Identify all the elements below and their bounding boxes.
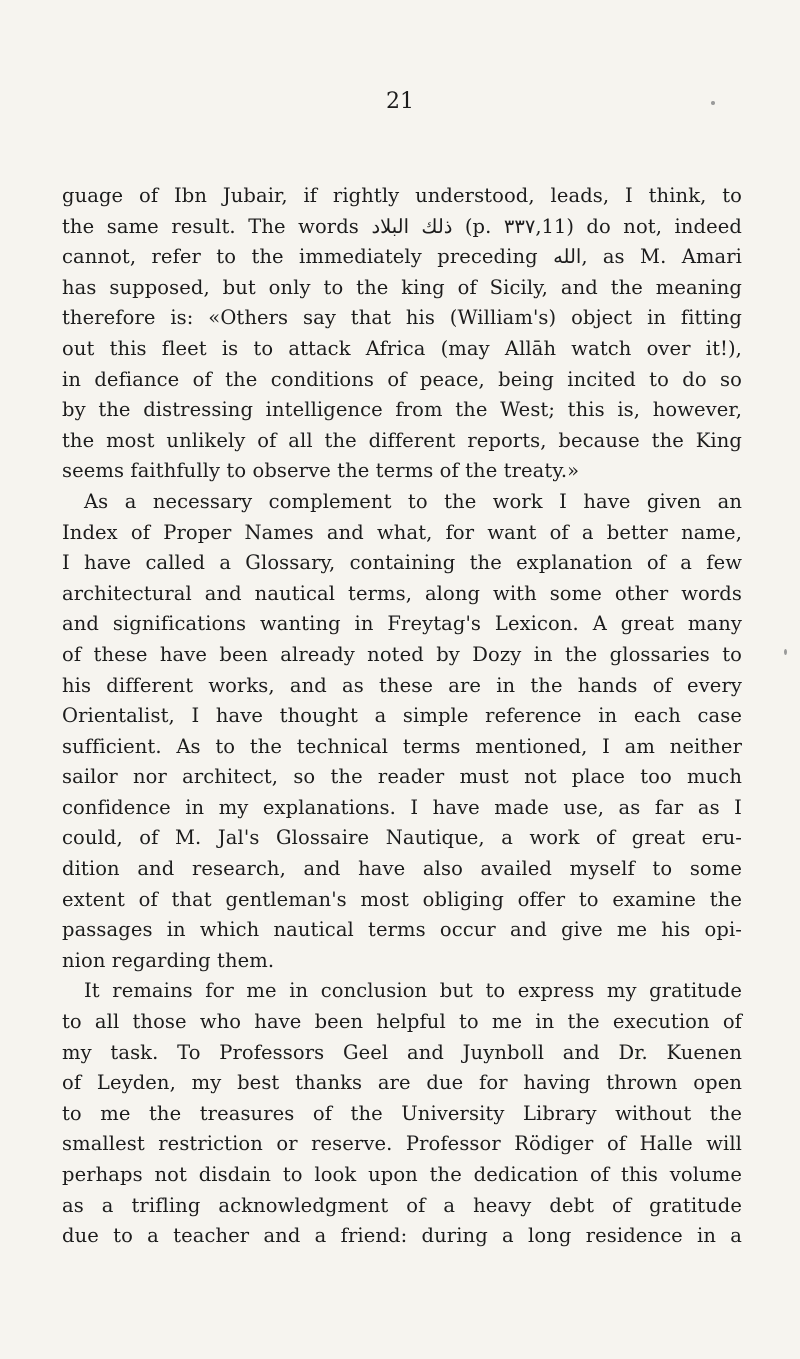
print-speck	[711, 101, 715, 105]
text-line: Index of Proper Names and what, for want of a better name,	[62, 520, 742, 544]
text-line: dition and research, and have also availed myself to some	[62, 857, 742, 881]
text-line: the most unlikely of all the different reports, because the King	[62, 428, 742, 452]
text-line: my task. To Professors Geel and Juynboll and Dr. Kuenen	[62, 1040, 742, 1064]
body-text	[62, 181, 742, 1252]
text-line: cannot, refer to the immediately preceding الله, as M. Amari	[62, 245, 743, 269]
text-line: due to a teacher and a friend: during a long residence in a	[62, 1224, 742, 1248]
text-line: sufficient. As to the technical terms mentioned, I am neither	[62, 734, 742, 758]
print-speck	[784, 649, 787, 655]
text-line: as a trifling acknowledgment of a heavy debt of gratitude	[62, 1193, 742, 1217]
text-line: confidence in my explanations. I have made use, as far as I	[62, 795, 742, 819]
text-line: passages in which nautical terms occur and give me his opi-	[62, 918, 742, 942]
text-line: in defiance of the conditions of peace, being incited to do so	[62, 367, 742, 391]
text-line: of these have been already noted by Dozy in the glossaries to	[62, 642, 742, 666]
text-line: Orientalist, I have thought a simple reference in each case	[62, 704, 742, 728]
text-line: has supposed, but only to the king of Sicily, and the meaning	[62, 275, 742, 299]
text-line: sailor nor architect, so the reader must not place too much	[62, 765, 742, 789]
text-line: his different works, and as these are in the hands of every	[62, 673, 742, 697]
text-line: seems faithfully to observe the terms of the treaty.»	[62, 459, 580, 483]
text-line: and significations wanting in Freytag's Lexicon. A great many	[62, 612, 742, 636]
text-line: to me the treasures of the University Library without the	[62, 1101, 742, 1125]
text-line: guage of Ibn Jubair, if rightly understood, leads, I think, to	[62, 184, 742, 207]
text-line: to all those who have been helpful to me in the execution of	[62, 1010, 742, 1034]
text-line: extent of that gentleman's most obliging offer to examine the	[62, 887, 742, 911]
text-line: of Leyden, my best thanks are due for having thrown open	[62, 1071, 742, 1095]
text-line: architectural and nautical terms, along with some other words	[62, 581, 742, 605]
text-line: I have called a Glossary, containing the explanation of a few	[62, 551, 742, 575]
text-line: perhaps not disdain to look upon the dedication of this volume	[62, 1163, 742, 1186]
text-line: As a necessary complement to the work I have given an	[84, 489, 742, 513]
text-line: by the distressing intelligence from the West; this is, however,	[62, 398, 742, 422]
page-number: 21	[386, 89, 414, 114]
text-line: could, of M. Jal's Glossaire Nautique, a work of great eru-	[62, 826, 742, 850]
text-line: nion regarding them.	[62, 948, 275, 972]
text-line: out this fleet is to attack Africa (may Allāh watch over it!),	[62, 336, 742, 360]
text-line: the same result. The words ذلك البلاد (p. ٣٣٧,11) do not, indeed	[62, 214, 742, 238]
text-line: smallest restriction or reserve. Professor Rödiger of Halle will	[62, 1132, 742, 1156]
text-line: therefore is: «Others say that his (William's) object in fitting	[62, 306, 742, 330]
text-line: It remains for me in conclusion but to express my gratitude	[84, 979, 742, 1003]
